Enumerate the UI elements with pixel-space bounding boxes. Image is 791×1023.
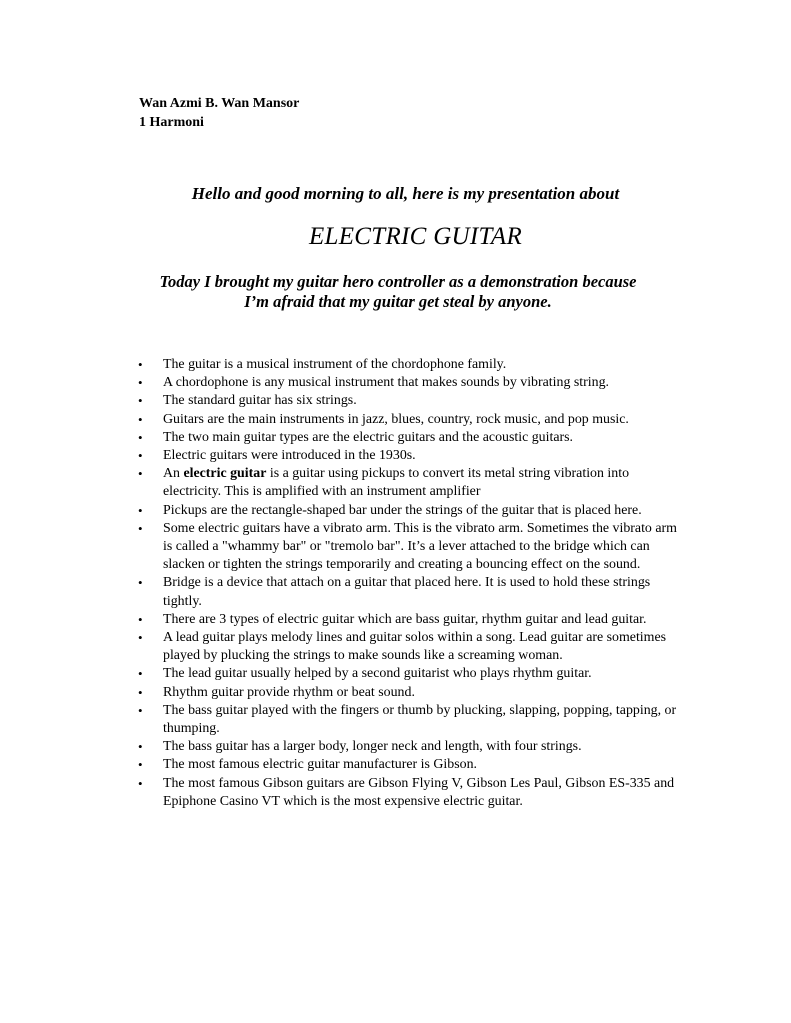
list-item-text: Pickups are the rectangle-shaped bar under the strings of the guitar that is placed here.	[163, 502, 642, 518]
list-item-text: The most famous electric guitar manufacturer is Gibson.	[163, 757, 477, 773]
list-item-text: The lead guitar usually helped by a second guitarist who plays rhythm guitar.	[163, 666, 592, 682]
list-item-emphasis: electric guitar	[183, 466, 267, 482]
list-item-text: The bass guitar has a larger body, longer neck and length, with four strings.	[163, 739, 582, 755]
list-item	[138, 775, 678, 811]
list-item	[138, 374, 678, 392]
list-item-text: The guitar is a musical instrument of the chordophone family.	[163, 357, 507, 372]
bullet-icon: •	[138, 502, 143, 518]
list-item	[138, 702, 678, 738]
bullet-icon: •	[138, 757, 143, 773]
list-item-text: A chordophone is any musical instrument that makes sounds by vibrating string.	[163, 375, 609, 391]
list-item	[138, 738, 678, 756]
list-item	[138, 447, 678, 465]
facts-list	[138, 356, 678, 811]
list-item	[138, 629, 678, 665]
list-item	[138, 356, 678, 374]
list-item	[138, 502, 678, 520]
bullet-icon: •	[138, 775, 143, 791]
list-item-text: There are 3 types of electric guitar which are bass guitar, rhythm guitar and lead guitar.	[163, 611, 647, 627]
bullet-icon: •	[138, 375, 143, 391]
list-item	[138, 465, 678, 501]
list-item-text: The standard guitar has six strings.	[163, 393, 357, 409]
list-item-text: The bass guitar played with the fingers or thumb by plucking, slapping, popping, tapping, or thumping.	[163, 702, 677, 737]
bullet-icon: •	[138, 684, 143, 700]
bullet-icon: •	[138, 666, 143, 682]
list-item-text: is a guitar using pickups to convert its metal string vibration into electricity. This is amplified with an instrument amplifier	[163, 466, 630, 500]
list-item-text: A lead guitar plays melody lines and guitar solos within a song. Lead guitar are sometimes played by plucking the strings to make sounds like a screaming woman.	[163, 630, 667, 664]
bullet-icon: •	[138, 448, 143, 464]
list-item-text: Rhythm guitar provide rhythm or beat sound.	[163, 684, 415, 700]
demo-note	[120, 272, 676, 312]
bullet-icon: •	[138, 630, 143, 646]
list-item	[138, 411, 678, 429]
author-block	[139, 94, 299, 132]
list-item	[138, 520, 678, 575]
list-item-text: Bridge is a device that attach on a guitar that placed here. It is used to hold these strings tightly.	[163, 575, 651, 609]
bullet-icon: •	[138, 520, 143, 536]
list-item	[138, 756, 678, 774]
bullet-icon: •	[138, 411, 143, 427]
list-item	[138, 392, 678, 410]
bullet-icon: •	[138, 611, 143, 627]
list-item	[138, 429, 678, 447]
bullet-icon: •	[138, 466, 143, 482]
list-item-text: Some electric guitars have a vibrato arm. This is the vibrato arm. Sometimes the vibrato arm is called a "whammy bar" or "tremolo bar". It’s a lever attached to the bridge which can slacken or tighten the strings temporarily and creating a bouncing effect on the sound.	[163, 520, 677, 573]
bullet-icon: •	[138, 393, 143, 409]
author-name: Wan Azmi B. Wan Mansor	[139, 96, 300, 111]
demo-note-line-1: Today I brought my guitar hero controller as a demonstration because	[159, 272, 637, 291]
list-item-text: Guitars are the main instruments in jazz, blues, country, rock music, and pop music.	[163, 411, 629, 427]
list-item-text: The two main guitar types are the electric guitars and the acoustic guitars.	[163, 429, 574, 445]
intro-line: Hello and good morning to all, here is my presentation about	[191, 184, 620, 203]
author-class: 1 Harmoni	[139, 115, 204, 130]
list-item-text: An	[163, 466, 184, 482]
bullet-icon: •	[138, 739, 143, 755]
list-item	[138, 611, 678, 629]
bullet-icon: •	[138, 575, 143, 591]
list-item-text: The most famous Gibson guitars are Gibson Flying V, Gibson Les Paul, Gibson ES-335 and Epiphone Casino VT which is the most expensive electric guitar.	[163, 775, 675, 809]
page-title: ELECTRIC GUITAR	[308, 223, 523, 250]
list-item	[138, 684, 678, 702]
list-item-text: Electric guitars were introduced in the 1930s.	[163, 448, 416, 464]
list-item	[138, 574, 678, 610]
bullet-icon: •	[138, 702, 143, 718]
bullet-icon: •	[138, 357, 143, 372]
bullet-icon: •	[138, 429, 143, 445]
demo-note-line-2: I’m afraid that my guitar get steal by anyone.	[244, 292, 552, 311]
list-item	[138, 665, 678, 683]
